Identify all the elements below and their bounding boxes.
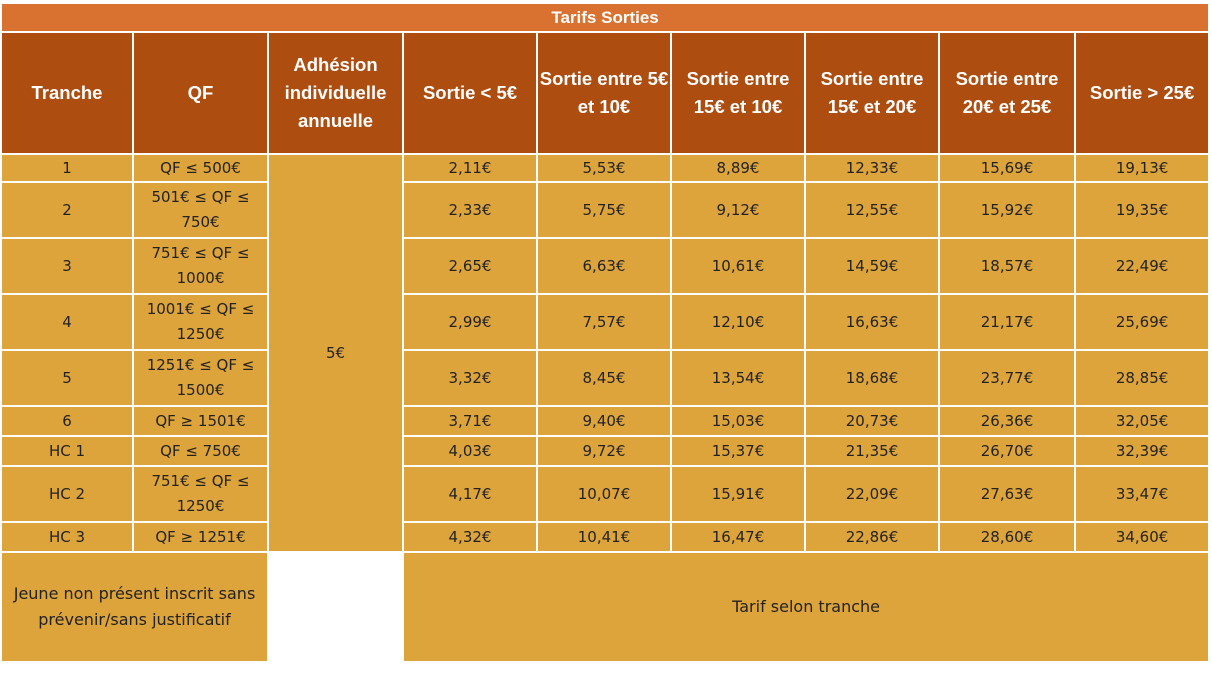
price-cell: 21,17€ xyxy=(939,294,1075,350)
price-cell: 6,63€ xyxy=(537,238,671,294)
price-cell: 25,69€ xyxy=(1075,294,1209,350)
price-cell: 27,63€ xyxy=(939,466,1075,522)
table-title: Tarifs Sorties xyxy=(1,4,1209,32)
price-cell: 10,41€ xyxy=(537,522,671,552)
price-cell: 15,92€ xyxy=(939,182,1075,238)
table-row xyxy=(1,350,1209,406)
price-cell: 10,07€ xyxy=(537,466,671,522)
price-cell: 20,73€ xyxy=(805,406,939,436)
price-cell: 23,77€ xyxy=(939,350,1075,406)
price-cell: 7,57€ xyxy=(537,294,671,350)
price-cell: 22,49€ xyxy=(1075,238,1209,294)
price-cell: 13,54€ xyxy=(671,350,805,406)
price-cell: 8,45€ xyxy=(537,350,671,406)
table-row xyxy=(1,182,1209,238)
price-cell: 18,57€ xyxy=(939,238,1075,294)
price-cell: 28,85€ xyxy=(1075,350,1209,406)
qf-cell: QF ≤ 500€ xyxy=(133,154,268,182)
price-cell: 4,17€ xyxy=(403,466,537,522)
price-cell: 19,13€ xyxy=(1075,154,1209,182)
qf-cell: 1001€ ≤ QF ≤ 1250€ xyxy=(133,294,268,350)
tranche-cell: 5 xyxy=(1,350,133,406)
price-cell: 22,09€ xyxy=(805,466,939,522)
qf-cell: QF ≥ 1251€ xyxy=(133,522,268,552)
price-cell: 2,11€ xyxy=(403,154,537,182)
header-sortie-gt25: Sortie > 25€ xyxy=(1075,32,1209,154)
table-row xyxy=(1,154,1209,182)
price-cell: 34,60€ xyxy=(1075,522,1209,552)
header-sortie-15-20: Sortie entre 15€ et 20€ xyxy=(805,32,939,154)
price-cell: 2,99€ xyxy=(403,294,537,350)
price-cell: 9,40€ xyxy=(537,406,671,436)
table-row xyxy=(1,466,1209,522)
price-cell: 3,71€ xyxy=(403,406,537,436)
table-row xyxy=(1,436,1209,466)
price-cell: 26,36€ xyxy=(939,406,1075,436)
price-cell: 5,53€ xyxy=(537,154,671,182)
price-cell: 21,35€ xyxy=(805,436,939,466)
table-row xyxy=(1,238,1209,294)
tranche-cell: 6 xyxy=(1,406,133,436)
table-row xyxy=(1,294,1209,350)
tranche-cell: 4 xyxy=(1,294,133,350)
price-cell: 9,12€ xyxy=(671,182,805,238)
table-row xyxy=(1,406,1209,436)
header-sortie-20-25: Sortie entre 20€ et 25€ xyxy=(939,32,1075,154)
price-cell: 2,65€ xyxy=(403,238,537,294)
price-cell: 32,39€ xyxy=(1075,436,1209,466)
price-cell: 26,70€ xyxy=(939,436,1075,466)
price-cell: 12,10€ xyxy=(671,294,805,350)
tranche-cell: HC 1 xyxy=(1,436,133,466)
price-cell: 12,33€ xyxy=(805,154,939,182)
price-cell: 28,60€ xyxy=(939,522,1075,552)
price-cell: 2,33€ xyxy=(403,182,537,238)
header-sortie-15-10: Sortie entre 15€ et 10€ xyxy=(671,32,805,154)
price-cell: 5,75€ xyxy=(537,182,671,238)
price-cell: 15,03€ xyxy=(671,406,805,436)
price-cell: 3,32€ xyxy=(403,350,537,406)
price-cell: 22,86€ xyxy=(805,522,939,552)
price-cell: 19,35€ xyxy=(1075,182,1209,238)
absence-label: Jeune non présent inscrit sans prévenir/sans justificatif xyxy=(1,552,268,662)
qf-cell: QF ≥ 1501€ xyxy=(133,406,268,436)
adhesion-cell: 5€ xyxy=(268,154,403,552)
price-cell: 33,47€ xyxy=(1075,466,1209,522)
header-sortie-lt5: Sortie < 5€ xyxy=(403,32,537,154)
qf-cell: 1251€ ≤ QF ≤ 1500€ xyxy=(133,350,268,406)
price-cell: 4,32€ xyxy=(403,522,537,552)
qf-cell: QF ≤ 750€ xyxy=(133,436,268,466)
price-cell: 10,61€ xyxy=(671,238,805,294)
tranche-cell: 2 xyxy=(1,182,133,238)
table-row xyxy=(1,522,1209,552)
tranche-cell: HC 2 xyxy=(1,466,133,522)
tranche-cell: 3 xyxy=(1,238,133,294)
price-cell: 14,59€ xyxy=(805,238,939,294)
price-cell: 16,47€ xyxy=(671,522,805,552)
price-cell: 32,05€ xyxy=(1075,406,1209,436)
price-cell: 18,68€ xyxy=(805,350,939,406)
tarif-selon-tranche: Tarif selon tranche xyxy=(403,552,1209,662)
price-cell: 8,89€ xyxy=(671,154,805,182)
footer-row xyxy=(1,552,1209,662)
header-qf: QF xyxy=(133,32,268,154)
price-cell: 9,72€ xyxy=(537,436,671,466)
price-cell: 12,55€ xyxy=(805,182,939,238)
header-tranche: Tranche xyxy=(1,32,133,154)
tarifs-table xyxy=(0,4,1210,663)
blank-cell xyxy=(268,552,403,662)
tranche-cell: HC 3 xyxy=(1,522,133,552)
header-adhesion: Adhésion individuelle annuelle xyxy=(268,32,403,154)
header-sortie-5-10: Sortie entre 5€ et 10€ xyxy=(537,32,671,154)
qf-cell: 751€ ≤ QF ≤ 1250€ xyxy=(133,466,268,522)
price-cell: 15,37€ xyxy=(671,436,805,466)
price-cell: 15,91€ xyxy=(671,466,805,522)
qf-cell: 751€ ≤ QF ≤ 1000€ xyxy=(133,238,268,294)
tranche-cell: 1 xyxy=(1,154,133,182)
qf-cell: 501€ ≤ QF ≤ 750€ xyxy=(133,182,268,238)
table-body xyxy=(1,154,1209,662)
price-cell: 16,63€ xyxy=(805,294,939,350)
price-cell: 4,03€ xyxy=(403,436,537,466)
price-cell: 15,69€ xyxy=(939,154,1075,182)
